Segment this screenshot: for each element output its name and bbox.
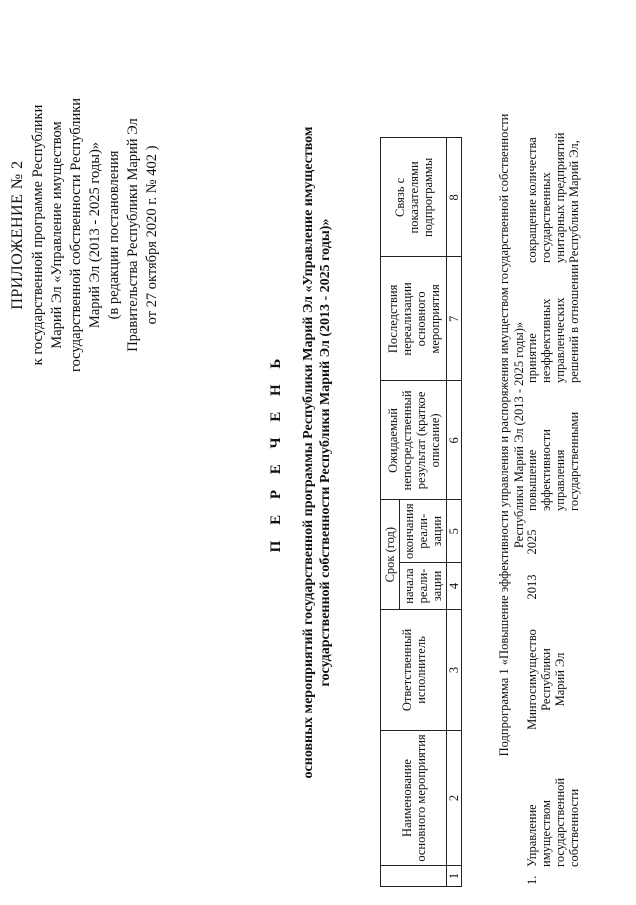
column-number: 7 bbox=[447, 257, 462, 381]
expected-result-line: эффективности bbox=[539, 429, 553, 511]
appendix-line: от 27 октября 2020 г. № 402 ) bbox=[144, 145, 160, 325]
column-number: 1 bbox=[447, 866, 462, 887]
appendix-line: к государственной программе Республики bbox=[30, 104, 46, 366]
end-year: 2025 bbox=[525, 529, 539, 555]
appendix-line: Правительства Республики Марий Эл bbox=[125, 118, 141, 352]
appendix-line: Марий Эл (2013 - 2025 годы)» bbox=[87, 141, 103, 329]
column-number: 4 bbox=[447, 563, 462, 610]
measure-name-line: государственной bbox=[553, 777, 567, 867]
consequences-line: управленческих bbox=[553, 297, 567, 383]
measure-name-line: имуществом bbox=[539, 799, 553, 867]
executor bbox=[525, 622, 567, 737]
indicator-link bbox=[525, 132, 581, 263]
column-number: 2 bbox=[447, 731, 462, 866]
expected-result-line: управления bbox=[553, 449, 567, 511]
subprogram-title-line: Республики Марий Эл (2013 - 2025 годы)» bbox=[512, 321, 526, 549]
indicator-link-line: унитарных предприятий bbox=[553, 132, 567, 263]
appendix-line: государственной собственности Республики bbox=[68, 97, 84, 373]
header-consequences: Последствия нереализации основного мероприятия bbox=[381, 257, 447, 381]
indicator-link-line: сокращение количества bbox=[525, 137, 539, 263]
header-end: окончания реали-зации bbox=[400, 500, 447, 563]
consequences-line: решений в отношении bbox=[567, 264, 581, 383]
measure-name bbox=[525, 747, 581, 867]
header-measure-name: Наименование основного мероприятия bbox=[381, 731, 447, 866]
executor-line: Мингосимущество bbox=[525, 629, 539, 730]
expected-result-line: повышение bbox=[525, 449, 539, 511]
document-title: П Е Р Е Ч Е Н Ь bbox=[268, 352, 284, 553]
appendix-header bbox=[8, 70, 162, 400]
measures-table bbox=[380, 137, 462, 887]
measure-name-line: собственности bbox=[567, 788, 581, 867]
appendix-line: (в редакции постановления bbox=[106, 150, 122, 320]
executor-line: Республики bbox=[539, 648, 553, 711]
expected-result bbox=[525, 401, 581, 511]
header-start: начала реали-зации bbox=[400, 563, 447, 610]
column-numbers-row bbox=[447, 138, 462, 887]
row-number: 1. bbox=[525, 875, 539, 885]
column-number: 5 bbox=[447, 500, 462, 563]
measure-name-line: Управление bbox=[525, 804, 539, 867]
appendix-line: Марий Эл «Управление имуществом bbox=[49, 121, 65, 349]
column-number: 3 bbox=[447, 610, 462, 731]
indicator-link-line: государственных bbox=[539, 172, 553, 263]
consequences bbox=[525, 264, 581, 383]
consequences-line: принятие bbox=[525, 333, 539, 383]
executor-line: Марий Эл bbox=[553, 652, 567, 707]
header-expected-result: Ожидаемый непосредственный результат (краткое описание) bbox=[381, 381, 447, 500]
subtitle-line: основных мероприятий государственной программы Республики Марий Эл «Управление имуществом bbox=[301, 126, 316, 779]
indicator-link-line: Республики Марий Эл, bbox=[567, 140, 581, 263]
appendix-title: ПРИЛОЖЕНИЕ № 2 bbox=[9, 160, 26, 310]
consequences-line: неэффективных bbox=[539, 298, 553, 383]
start-year: 2013 bbox=[525, 574, 539, 600]
header-term: Срок (год) bbox=[381, 500, 400, 610]
subprogram-title-line: Подпрограмма 1 «Повышение эффективности управления и распоряжения имуществом государственной собственности bbox=[497, 113, 511, 757]
expected-result-line: государственными bbox=[567, 411, 581, 511]
header-indicator-link: Связь с показателями подпрограммы bbox=[381, 138, 447, 257]
document-subtitle bbox=[300, 60, 334, 845]
subtitle-line: государственной собственности Республики Марий Эл (2013 - 2025 годы)» bbox=[318, 218, 333, 687]
column-number: 6 bbox=[447, 381, 462, 500]
subprogram-title bbox=[497, 45, 527, 825]
column-number: 8 bbox=[447, 138, 462, 257]
header-num bbox=[381, 866, 447, 887]
header-executor: Ответственный исполнитель bbox=[381, 610, 447, 731]
table-header-row bbox=[381, 138, 400, 887]
